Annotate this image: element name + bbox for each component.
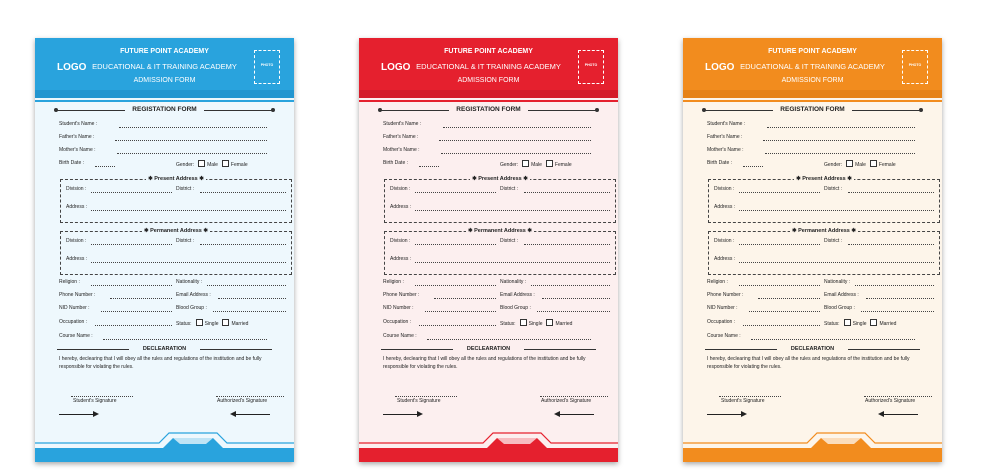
permanent-district-label: District : (176, 238, 195, 244)
married-checkbox[interactable] (222, 319, 229, 326)
course-name-label: Course Name : (383, 333, 417, 339)
permanent-district-field[interactable] (200, 244, 286, 245)
student-name-label: Student's Name : (707, 121, 746, 127)
registration-title: REGISTATION FORM (456, 106, 521, 113)
footer-arrow-left-line (59, 414, 95, 415)
gender-row (824, 160, 896, 169)
single-checkbox[interactable] (844, 319, 851, 326)
declaration-text: I hereby, declearing that I will obey all the rules and regulations of the institution and be fully responsible for violating the rules. (59, 356, 262, 370)
permanent-district-field[interactable] (524, 244, 610, 245)
birth-date-field[interactable] (743, 166, 763, 167)
footer-arrow-right-line (558, 414, 594, 415)
permanent-division-label: Division : (66, 238, 87, 244)
present-address-title: ✱ Present Address ✱ (472, 176, 528, 182)
nid-number-label: NID Number : (707, 305, 738, 311)
footer-arrow-left-line (383, 414, 419, 415)
religion-field[interactable] (91, 285, 172, 286)
student-signature-label: Student's Signature (721, 398, 765, 404)
present-district-label: District : (824, 186, 843, 192)
nationality-label: Nationality : (176, 279, 203, 285)
present-division-field[interactable] (91, 192, 172, 193)
student-signature-line (719, 396, 781, 397)
title-line-right (204, 110, 272, 111)
footer-arrow-left-head-icon (878, 411, 884, 417)
birth-date-field[interactable] (95, 166, 115, 167)
blood-group-label: Blood Group : (176, 305, 207, 311)
female-checkbox[interactable] (546, 160, 553, 167)
blood-group-field[interactable] (213, 311, 286, 312)
present-address-field[interactable] (91, 210, 286, 211)
academy-name: FUTURE POINT ACADEMY (120, 48, 209, 55)
present-district-label: District : (500, 186, 519, 192)
academy-name: FUTURE POINT ACADEMY (768, 48, 857, 55)
female-label: Female (554, 162, 572, 168)
single-label: Single (528, 321, 543, 327)
form-header (35, 38, 294, 98)
religion-label: Religion : (383, 279, 404, 285)
declaration-line-right (848, 349, 920, 350)
nid-number-field[interactable] (749, 311, 820, 312)
registration-title: REGISTATION FORM (132, 106, 197, 113)
occupation-label: Occupation : (383, 319, 412, 325)
religion-field[interactable] (739, 285, 820, 286)
female-label: Female (878, 162, 896, 168)
form-page-red (359, 38, 618, 462)
declaration-text: I hereby, declearing that I will obey all the rules and regulations of the institution and be fully responsible for violating the rules. (383, 356, 586, 370)
occupation-label: Occupation : (707, 319, 736, 325)
footer-band (35, 422, 294, 462)
blood-group-label: Blood Group : (500, 305, 531, 311)
academy-subtitle: EDUCATIONAL & IT TRAINING ACADEMY (416, 62, 561, 71)
registration-title-row (683, 106, 942, 116)
course-name-field[interactable] (751, 339, 915, 340)
nid-number-label: NID Number : (59, 305, 90, 311)
single-checkbox[interactable] (520, 319, 527, 326)
blood-group-label: Blood Group : (824, 305, 855, 311)
email-address-label: Email Address : (500, 292, 535, 298)
registration-title: REGISTATION FORM (780, 106, 845, 113)
phone-number-field[interactable] (434, 298, 496, 299)
married-label: Married (231, 321, 249, 327)
title-line-right (528, 110, 596, 111)
mother-name-field[interactable] (117, 153, 267, 154)
academy-subtitle: EDUCATIONAL & IT TRAINING ACADEMY (92, 62, 237, 71)
phone-number-field[interactable] (110, 298, 172, 299)
footer-arrow-right-line (882, 414, 918, 415)
present-division-label: Division : (714, 186, 735, 192)
mother-name-label: Mother's Name : (707, 147, 744, 153)
phone-number-label: Phone Number : (383, 292, 420, 298)
header-strip (683, 100, 942, 102)
student-name-label: Student's Name : (383, 121, 422, 127)
father-name-field[interactable] (763, 140, 915, 141)
authorized-signature-line (540, 396, 608, 397)
student-name-field[interactable] (119, 127, 267, 128)
permanent-address-field[interactable] (739, 262, 934, 263)
permanent-address-field[interactable] (415, 262, 610, 263)
married-label: Married (555, 321, 573, 327)
photo-label: PHOTO (584, 63, 598, 67)
status-row (500, 319, 572, 328)
present-division-label: Division : (390, 186, 411, 192)
photo-label: PHOTO (908, 63, 922, 67)
registration-title-row (35, 106, 294, 116)
present-district-field[interactable] (200, 192, 286, 193)
student-signature-line (395, 396, 457, 397)
student-signature-label: Student's Signature (73, 398, 117, 404)
permanent-division-field[interactable] (91, 244, 172, 245)
present-division-field[interactable] (739, 192, 820, 193)
form-header (683, 38, 942, 98)
religion-label: Religion : (59, 279, 80, 285)
religion-label: Religion : (707, 279, 728, 285)
header-corner-shape (359, 38, 618, 98)
father-name-label: Father's Name : (383, 134, 419, 140)
academy-subtitle: EDUCATIONAL & IT TRAINING ACADEMY (740, 62, 885, 71)
declaration-text: I hereby, declearing that I will obey all the rules and regulations of the institution and be fully responsible for violating the rules. (707, 356, 910, 370)
present-division-field[interactable] (415, 192, 496, 193)
permanent-address-title: ✱ Permanent Address ✱ (467, 228, 533, 234)
permanent-district-label: District : (824, 238, 843, 244)
footer-band (683, 422, 942, 462)
occupation-label: Occupation : (59, 319, 88, 325)
student-name-label: Student's Name : (59, 121, 98, 127)
nationality-label: Nationality : (500, 279, 527, 285)
religion-field[interactable] (415, 285, 496, 286)
present-address-label: Address : (390, 204, 412, 210)
permanent-address-label: Address : (66, 256, 88, 262)
footer-band (359, 422, 618, 462)
student-name-field[interactable] (767, 127, 915, 128)
header-strip (35, 100, 294, 102)
gender-row (176, 160, 248, 169)
present-address-title: ✱ Present Address ✱ (148, 176, 204, 182)
father-name-field[interactable] (439, 140, 591, 141)
footer-arrow-right-line (234, 414, 270, 415)
form-type-title: ADMISSION FORM (781, 77, 844, 84)
present-address-title: ✱ Present Address ✱ (796, 176, 852, 182)
footer-arrow-left-line (707, 414, 743, 415)
gender-label: Gender: (824, 162, 843, 168)
present-district-label: District : (176, 186, 195, 192)
nationality-field[interactable] (855, 285, 934, 286)
present-address-field[interactable] (739, 210, 934, 211)
mother-name-field[interactable] (441, 153, 591, 154)
mother-name-field[interactable] (765, 153, 915, 154)
title-dot-right (271, 108, 275, 112)
permanent-division-field[interactable] (739, 244, 820, 245)
female-checkbox[interactable] (870, 160, 877, 167)
footer-arrow-right-head-icon (741, 411, 747, 417)
student-signature-label: Student's Signature (397, 398, 441, 404)
academy-name: FUTURE POINT ACADEMY (444, 48, 533, 55)
email-address-field[interactable] (218, 298, 286, 299)
permanent-division-label: Division : (390, 238, 411, 244)
present-district-field[interactable] (524, 192, 610, 193)
email-address-field[interactable] (866, 298, 934, 299)
email-address-field[interactable] (542, 298, 610, 299)
course-name-field[interactable] (103, 339, 267, 340)
father-name-label: Father's Name : (59, 134, 95, 140)
title-dot-right (919, 108, 923, 112)
declaration-title: DECLEARATION (790, 346, 835, 352)
status-row (824, 319, 896, 328)
gender-row (500, 160, 572, 169)
male-label: Male (855, 162, 866, 168)
single-label: Single (204, 321, 219, 327)
blood-group-field[interactable] (861, 311, 934, 312)
male-checkbox[interactable] (522, 160, 529, 167)
course-name-label: Course Name : (707, 333, 741, 339)
declaration-title: DECLEARATION (142, 346, 187, 352)
title-line-right (852, 110, 920, 111)
birth-date-field[interactable] (419, 166, 439, 167)
gender-label: Gender: (500, 162, 519, 168)
header-strip (359, 100, 618, 102)
present-district-field[interactable] (848, 192, 934, 193)
single-checkbox[interactable] (196, 319, 203, 326)
form-type-title: ADMISSION FORM (133, 77, 196, 84)
form-page-blue (35, 38, 294, 462)
logo: LOGO (705, 62, 735, 73)
male-label: Male (531, 162, 542, 168)
nid-number-field[interactable] (101, 311, 172, 312)
phone-number-field[interactable] (758, 298, 820, 299)
present-division-label: Division : (66, 186, 87, 192)
nationality-field[interactable] (207, 285, 286, 286)
permanent-address-label: Address : (714, 256, 736, 262)
permanent-district-label: District : (500, 238, 519, 244)
logo: LOGO (57, 62, 87, 73)
header-corner-shape (35, 38, 294, 98)
authorized-signature-label: Authorized's Signature (217, 398, 268, 404)
footer-arrow-right-head-icon (417, 411, 423, 417)
present-address-label: Address : (66, 204, 88, 210)
declaration-line-right (524, 349, 596, 350)
blood-group-field[interactable] (537, 311, 610, 312)
course-name-field[interactable] (427, 339, 591, 340)
status-label: Status: (500, 321, 516, 327)
female-label: Female (230, 162, 248, 168)
single-label: Single (852, 321, 867, 327)
authorized-signature-label: Authorized's Signature (541, 398, 592, 404)
course-name-label: Course Name : (59, 333, 93, 339)
form-type-title: ADMISSION FORM (457, 77, 520, 84)
male-checkbox[interactable] (198, 160, 205, 167)
female-checkbox[interactable] (222, 160, 229, 167)
permanent-district-field[interactable] (848, 244, 934, 245)
occupation-field[interactable] (743, 325, 820, 326)
permanent-address-label: Address : (390, 256, 412, 262)
male-label: Male (207, 162, 218, 168)
phone-number-label: Phone Number : (59, 292, 96, 298)
header-corner-shape (683, 38, 942, 98)
title-dot-right (595, 108, 599, 112)
declaration-title: DECLEARATION (466, 346, 511, 352)
gender-label: Gender: (176, 162, 195, 168)
declaration-line-right (200, 349, 272, 350)
occupation-field[interactable] (95, 325, 172, 326)
form-page-orange (683, 38, 942, 462)
married-label: Married (879, 321, 897, 327)
nid-number-label: NID Number : (383, 305, 414, 311)
birth-date-label: Birth Date : (59, 160, 85, 166)
present-address-label: Address : (714, 204, 736, 210)
authorized-signature-line (216, 396, 284, 397)
footer-arrow-left-head-icon (554, 411, 560, 417)
phone-number-label: Phone Number : (707, 292, 744, 298)
email-address-label: Email Address : (824, 292, 859, 298)
mother-name-label: Mother's Name : (59, 147, 96, 153)
student-signature-line (71, 396, 133, 397)
form-header (359, 38, 618, 98)
permanent-address-title: ✱ Permanent Address ✱ (143, 228, 209, 234)
permanent-division-field[interactable] (415, 244, 496, 245)
registration-title-row (359, 106, 618, 116)
status-label: Status: (176, 321, 192, 327)
logo: LOGO (381, 62, 411, 73)
father-name-label: Father's Name : (707, 134, 743, 140)
birth-date-label: Birth Date : (383, 160, 409, 166)
occupation-field[interactable] (419, 325, 496, 326)
student-name-field[interactable] (443, 127, 591, 128)
nationality-field[interactable] (531, 285, 610, 286)
permanent-division-label: Division : (714, 238, 735, 244)
father-name-field[interactable] (115, 140, 267, 141)
email-address-label: Email Address : (176, 292, 211, 298)
married-checkbox[interactable] (546, 319, 553, 326)
status-row (176, 319, 248, 328)
married-checkbox[interactable] (870, 319, 877, 326)
photo-label: PHOTO (260, 63, 274, 67)
permanent-address-field[interactable] (91, 262, 286, 263)
nationality-label: Nationality : (824, 279, 851, 285)
authorized-signature-label: Authorized's Signature (865, 398, 916, 404)
nid-number-field[interactable] (425, 311, 496, 312)
footer-arrow-left-head-icon (230, 411, 236, 417)
authorized-signature-line (864, 396, 932, 397)
mother-name-label: Mother's Name : (383, 147, 420, 153)
status-label: Status: (824, 321, 840, 327)
male-checkbox[interactable] (846, 160, 853, 167)
birth-date-label: Birth Date : (707, 160, 733, 166)
footer-arrow-right-head-icon (93, 411, 99, 417)
present-address-field[interactable] (415, 210, 610, 211)
permanent-address-title: ✱ Permanent Address ✱ (791, 228, 857, 234)
